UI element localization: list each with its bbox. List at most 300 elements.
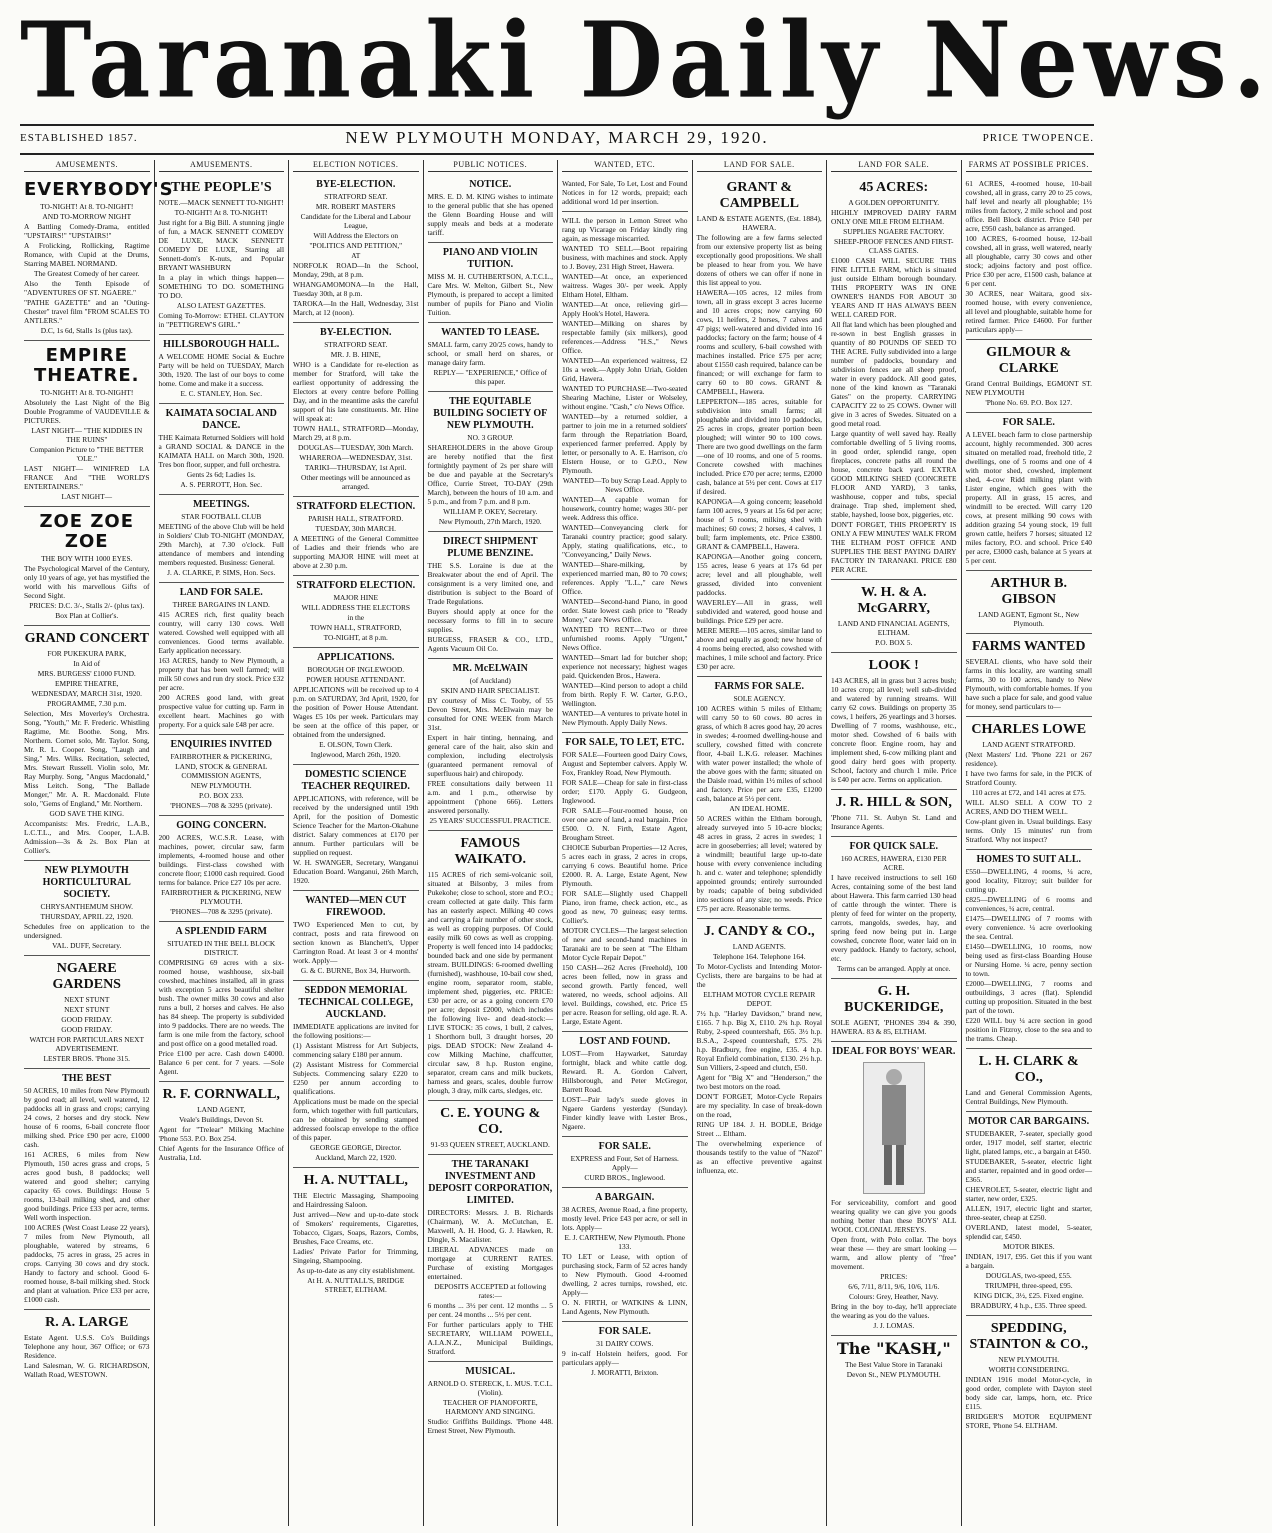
- block-text: £550—DWELLING, 4 rooms, ¼ acre, good locality, Fitzroy; suit builder for cutting up.: [965, 867, 1092, 894]
- block-text: Land and General Commission Agents, Central Buildings, New Plymouth.: [965, 1088, 1092, 1106]
- block-text: STRATFORD SEAT.: [324, 340, 388, 349]
- block-text: W. H. SWANGER, Secretary, Wanganui Education Board. Wanganui, 26th March, 1920.: [293, 858, 419, 885]
- advertisement-block: [831, 175, 957, 580]
- block-text: BRADBURY, 4 h.p., £35. Three speed.: [970, 1301, 1087, 1310]
- block-text: 6/6, 7/11, 8/11, 9/6, 10/6, 11/6.: [848, 1282, 940, 1291]
- block-text: The overwhelming experience of thousands testify to the value of "Nazol" as an effective preventive against influenza, etc.: [696, 1139, 822, 1175]
- block-text: PROGRAMME, 7.30 p.m.: [47, 699, 127, 708]
- advertisement-block: [562, 1188, 688, 1322]
- block-title: MOTOR CAR BARGAINS.: [968, 1116, 1090, 1127]
- advertisement-block: [428, 243, 554, 323]
- block-text: 38 ACRES, Avenue Road, a fine property, mostly level. Price £43 per acre, or sell in lots. Apply—: [562, 1205, 688, 1232]
- block-title: FARMS WANTED: [972, 639, 1086, 654]
- block-text: Candidate for the Liberal and Labour League,: [300, 212, 411, 230]
- block-text: SHEEP-PROOF FENCES AND FIRST-CLASS GATES.: [834, 237, 954, 255]
- block-text: LAND AGENTS.: [732, 942, 786, 951]
- block-text: £1000 CASH WILL SECURE THIS FINE LITTLE FARM, which is situated just outside Eltham borough boundary. THIS PROPERTY WAS IN ONE OWNER'S HANDS FOR ABOUT 30 YEARS AND IT HAS ALWAYS BEEN WELL CARED FOR.: [831, 256, 957, 319]
- block-text: 'PHONES—708 & 3295 (private).: [170, 801, 273, 810]
- block-text: FAIRBROTHER & PICKERING, NEW PLYMOUTH.: [161, 888, 282, 906]
- block-title: GILMOUR & CLARKE: [986, 345, 1072, 376]
- block-text: NEW PLYMOUTH.: [190, 781, 252, 790]
- block-text: 200 ACRES, W.C.S.R. Lease, with machines, power, circular saw, farm implements, 4-roomed house and other buildings. First-class cowshed with concrete floor; £1000 cash required. Good terms for balance. Price £27 10s per acre.: [158, 833, 284, 887]
- advertisement-block: [428, 831, 554, 1101]
- block-text: KAPONGA—Another going concern, 155 acres, lease 6 years at 17s 6d per acre; level and all ploughable, well grassed, divided into convenient paddocks.: [696, 552, 822, 597]
- block-title: IDEAL FOR BOYS' WEAR.: [832, 1046, 956, 1057]
- block-text: SHAREHOLDERS in the above Group are hereby notified that the first fortnightly payment of 2s per share will be due and payable at the Secretary's Office, Currie Street, TO-DAY (29th March), between the hours of 10 a.m. and 5 p.m., and from 7 p.m. and 8 p.m.: [427, 443, 553, 506]
- dateline: [20, 128, 1094, 152]
- block-text: MRS. E. D. M. KING wishes to intimate to the general public that she has opened the Glenn Boarding House and will supply meals and beds at a moderate tariff.: [427, 192, 553, 237]
- block-title: NEW PLYMOUTH HORTICULTURAL SOCIETY.: [42, 865, 131, 900]
- column-heading: AMUSEMENTS.: [159, 160, 285, 172]
- block-text: OVERLAND, latest model, 5-seater, splendid car, £450.: [965, 1223, 1092, 1241]
- block-text: WANTED TO RENT—Two or three unfurnished rooms. Apply "Urgent," News Office.: [562, 625, 688, 652]
- block-text: Auckland, March 22, 1920.: [315, 1153, 397, 1162]
- advertisement-block: [966, 413, 1093, 571]
- block-text: NOTE.—MACK SENNETT TO-NIGHT!: [158, 198, 284, 207]
- block-text: WORTH CONSIDERING.: [988, 1365, 1069, 1374]
- block-title: C. E. YOUNG & CO.: [440, 1106, 541, 1137]
- block-text: 9 in-calf Holstein heifers, good. For particulars apply—: [562, 1349, 688, 1367]
- block-text: KAPONGA—A going concern; leasehold farm 100 acres, 9 years at 15s 6d per acre; house of 5 rooms, milking shed with machines; 60 cows; 2 horses, 4 calves, 1 bull; farm implements, etc. Price £3800. GRANT & CAMPBELL, Hawera.: [696, 497, 822, 551]
- block-text: ALLEN, 1917, electric light and starter, three-seater, cheap at £250.: [965, 1204, 1092, 1222]
- block-text: J. MORATTI, Brixton.: [590, 1368, 659, 1377]
- block-text: DON'T FORGET, THIS PROPERTY IS ONLY A FEW MINUTES' WALK FROM THE ELTHAM POST OFFICE AND SUPPLIES THE BEST PAYING DAIRY FACTORY IN TARANAKI. PRICE £80 PER ACRE.: [831, 520, 957, 574]
- advertisement-block: [24, 1069, 150, 1310]
- block-text: Wanted, For Sale, To Let, Lost and Found Notices in for 12 words, prepaid; each additional word 1d per insertion.: [562, 179, 688, 206]
- block-text: TAROKA—In the Hall, Wednesday, 31st March, at 12 (noon).: [293, 299, 419, 317]
- advertisement-block: [24, 861, 150, 956]
- block-text: TO-NIGHT! At 8. TO-NIGHT!: [40, 388, 134, 397]
- advertisement-block: [697, 677, 823, 919]
- established-text: ESTABLISHED 1857.: [20, 132, 138, 144]
- block-title: H. A. NUTTALL,: [303, 1173, 408, 1188]
- block-text: COMPRISING 69 acres with a six-roomed house, washhouse, six-bail cowshed, machines installed, all in grass with exception 5 acres beautiful shelter bush. The owner milks 30 cows and also runs a bull, 2 horses and calves. He also has 84 sheep. The property is subdivided into 9 paddocks. There are no weeds. The farm is one mile from the factory, school and post office on a good metalled road.: [158, 958, 284, 1048]
- block-title: FOR SALE.: [1002, 417, 1055, 428]
- block-text: LAND, STOCK & GENERAL COMMISSION AGENTS,: [175, 762, 268, 780]
- block-text: "POLITICS AND PETITION,": [309, 241, 403, 250]
- block-text: INDIAN, 1917, £95. Get this if you want a bargain.: [965, 1252, 1092, 1270]
- advertisement-block: [159, 1082, 285, 1167]
- advertisement-block: [562, 1032, 688, 1137]
- advertisement-block: [428, 1155, 554, 1362]
- block-title: FOR SALE.: [598, 1141, 651, 1152]
- block-text: 100 ACRES, 6-roomed house, 12-bail cowshed, all in grass, well watered, nearly all ploughable, carry 30 cows and other stock; adjoins factory and post office. Price £30 per acre, £1500 cash, balance at 6 per cent.: [965, 234, 1092, 288]
- block-title: The "KASH,": [836, 1339, 951, 1358]
- block-text: LIBERAL ADVANCES made on mortgage at CURRENT RATES. Purchase of existing Mortgages entertained.: [427, 1245, 553, 1281]
- advertisement-block: [831, 837, 957, 979]
- block-text: Just arrived—New and up-to-date stock of Smokers' requirements, Cigarettes, Tobacco, Cigars, Soaps, Razors, Combs, Brushes, Face Creams, etc.: [293, 1210, 419, 1246]
- block-text: EXPRESS and Four, Set of Harness. Apply—: [570, 1154, 679, 1172]
- advertisement-block: [293, 175, 419, 323]
- block-text: Buyers should apply at once for the necessary forms to fill in to secure supplies.: [427, 607, 553, 634]
- block-text: RING UP 184. J. H. BODLE, Bridge Street ... Eltham.: [696, 1120, 822, 1138]
- block-text: WILL the person in Lemon Street who rang up Vicarage on Friday kindly ring again, as message miscarried.: [562, 216, 688, 243]
- column-heading: PUBLIC NOTICES.: [428, 160, 554, 172]
- advertisement-block: [562, 1137, 688, 1188]
- advertisement-block: [966, 1049, 1093, 1112]
- advertisement-block: [293, 891, 419, 981]
- block-text: Agent for "Trelear" Milking Machine 'Phone 553. P.O. Box 254.: [158, 1125, 284, 1143]
- block-text: £825—DWELLING of 6 rooms and conveniences, ¼ acre, central.: [965, 895, 1092, 913]
- block-text: The Psychological Marvel of the Century, only 10 years of age, yet has mystified the world with his marvellous Gifts of Second Sight.: [24, 564, 150, 600]
- block-text: Box Plan at Collier's.: [55, 611, 119, 620]
- block-title: LOST AND FOUND.: [579, 1036, 671, 1047]
- block-text: VAL. DUFF, Secretary.: [52, 941, 122, 950]
- block-text: 415 ACRES rich, first quality beach country, will carry 130 cows. Well watered. Cowshed well equipped with all conveniences. Good terms available. Early application necessary.: [158, 610, 284, 655]
- block-text: WANTED—Second-hand Piano, in good order. State lowest cash price to "Ready Money," care News Office.: [562, 597, 688, 624]
- block-title: THE PEOPLE'S: [170, 180, 272, 195]
- block-text: LAST NIGHT—: [61, 492, 113, 501]
- block-text: Agent for "Big X" and "Henderson," the two best motors on the road.: [696, 1073, 822, 1091]
- block-text: (1) Assistant Mistress for Art Subjects, commencing salary £180 per annum.: [293, 1041, 419, 1059]
- block-text: Cow-plant given in. Usual buildings. Easy terms. Only 15 minutes' run from Stratford. Why not inspect?: [965, 817, 1092, 844]
- block-text: I have received instructions to sell 160 Acres, containing some of the best land about Hawera. This farm carried 130 head of cattle through the winter. There is plenty of feed for winter on the property, carrots, mangolds, swedes, hay, and spring feed now being put in. Large cowshed, concrete floor, water laid on in every paddock. Handy to factory, school, etc.: [831, 873, 957, 963]
- advertisement-block: [428, 659, 554, 831]
- block-title: R. A. LARGE: [45, 1315, 129, 1330]
- block-title: FAMOUS WAIKATO.: [454, 836, 526, 867]
- block-text: AND TO-MORROW NIGHT: [42, 212, 132, 221]
- block-text: Grand Central Buildings, EGMONT ST. NEW PLYMOUTH: [965, 379, 1092, 397]
- advertisement-block: [966, 571, 1093, 634]
- publication-date: NEW PLYMOUTH MONDAY, MARCH 29, 1920.: [345, 128, 769, 147]
- block-text: MOTOR CYCLES—The largest selection of new and second-hand machines in Taranaki are to be seen at "The Eltham Motor Cycle Repair Depot.": [562, 926, 688, 962]
- advertisement-block: [159, 816, 285, 922]
- block-text: 30 ACRES, near Waitara, good six-roomed house, with every convenience, all level and ploughable, suitable home for retired farmer. Price £4600. For further particulars apply—: [965, 289, 1092, 334]
- block-text: 110 acres at £72, and 141 acres at £75.: [971, 788, 1086, 797]
- column-heading: FARMS AT POSSIBLE PRICES.: [966, 160, 1093, 172]
- column-2: [155, 160, 290, 1526]
- block-text: Ladies' Private Parlor for Trimming, Singeing, Shampooing.: [293, 1247, 419, 1265]
- block-text: WHO is a Candidate for re-election as member for Stratford, will take the earliest opportunity of addressing the Electors at every centre before Polling Day, and in the meantime asks the careful support of his late constituents. Mr. Hine will speak at:: [293, 360, 419, 423]
- advertisement-block: [293, 1168, 419, 1299]
- block-title: HOMES TO SUIT ALL.: [976, 854, 1081, 865]
- block-text: 100 ACRES within 5 miles of Eltham; will carry 50 to 60 cows. 80 acres in grass, of which 8 acres good hay, 20 acres in swedes; 4-roomed dwelling-house and scullery, cowshed fitted with concrete floor, 4-bail L.K.G. releaser. Machines with water power installed; the whole of the above goes with the farm; situated on the Daisle road, within 1½ miles of school and factory. Price per acre £35, £1200 cash, balance at 5½ per cent.: [696, 704, 822, 803]
- advertisement-block: [831, 1336, 957, 1384]
- advertisement-block: [562, 733, 688, 1032]
- block-text: (of Auckland): [469, 676, 511, 685]
- block-text: £1450—DWELLING, 10 rooms, now being used as first-class Boarding House or Nursing Home. ¼ acre, penny section to town.: [965, 942, 1092, 978]
- block-text: NEXT STUNT: [64, 1005, 110, 1014]
- block-text: 91-93 QUEEN STREET, AUCKLAND.: [430, 1140, 550, 1149]
- block-title: GRANT & CAMPBELL: [719, 180, 799, 211]
- block-text: A. S. PERROTT, Hon. Sec.: [180, 480, 263, 489]
- block-text: To Motor-Cyclists and Intending Motor-Cyclists, there are bargains to be had at the: [696, 962, 822, 989]
- block-text: DOUGLAS, two-speed, £55.: [985, 1271, 1072, 1280]
- block-text: Coming To-Morrow: ETHEL CLAYTON in "PETTIGREW'S GIRL.": [158, 311, 284, 329]
- block-text: LAST NIGHT— "THE KIDDIES IN THE RUINS": [31, 426, 143, 444]
- block-text: £1475—DWELLING of 7 rooms with every convenience. ¼ acre overlooking the sea. Central.: [965, 914, 1092, 941]
- block-title: APPLICATIONS.: [317, 652, 395, 663]
- block-text: APPLICATIONS will be received up to 4 p.m. on SATURDAY, 3rd April, 1920, for the position of Power House Attendant. Wages £5 10s per week. Particulars may be seen at the office of this paper, or obtained from the undersigned.: [293, 685, 419, 739]
- block-text: "PATHE GAZETTE" and an "Outing-Chester" travel film "FROM SCALES TO ANTLERS.": [24, 298, 150, 325]
- block-text: 50 ACRES within the Eltham borough, already surveyed into 5 10-acre blocks; 48 acres in grass, 2 acres in swedes; 1 acre in gooseberries; all level; watered by a windmill; beautiful large up-to-date house with every convenience including h. and c. water and telephone; splendidly appointed grounds; entirely surrounded by roads; capable of being subdivided into sections of any size; no weeds. Price £75 per acre. Reasonable terms.: [696, 814, 822, 913]
- block-title: THE EQUITABLE BUILDING SOCIETY OF NEW PLYMOUTH.: [433, 396, 548, 431]
- block-text: ELTHAM MOTOR CYCLE REPAIR DEPOT.: [703, 990, 816, 1008]
- block-title: WANTED TO LEASE.: [441, 327, 540, 338]
- block-text: A WELCOME HOME Social & Euchre Party will be held on TUESDAY, March 30th, 1920. The last of our boys to come home. Come and make it a success.: [158, 352, 284, 388]
- block-text: MAJOR HINE: [333, 593, 379, 602]
- block-text: Will Address the Electors on: [313, 231, 399, 240]
- column-1: [20, 160, 174, 1526]
- block-text: TO LET or Lease, with option of purchasing stock, Farm of 52 acres handy to New Plymouth. Good 4-roomed dwelling, 2 acres turnips, rowshed, etc. Apply—: [562, 1252, 688, 1297]
- block-text: STUDEBAKER, 7-seater, specially good order, 1917 model, self starter, electric light, plated lamps, etc., a bargain at £450.: [965, 1129, 1092, 1156]
- block-text: GOD SAVE THE KING.: [49, 809, 124, 818]
- block-text: NORFOLK ROAD—In the School, Monday, 29th, at 8 p.m.: [293, 261, 419, 279]
- advertisement-block: [966, 634, 1093, 717]
- block-text: TO-NIGHT, at 8 p.m.: [323, 633, 388, 642]
- block-text: WANTED—To buy Scrap Lead. Apply to News Office.: [562, 476, 687, 494]
- block-text: Land Salesman, W. G. RICHARDSON, Wallath Road, WESTOWN.: [24, 1361, 150, 1379]
- block-text: FOR SALE—Cheap for sale in first-class order; £170. Apply G. Gudgeon, Inglewood.: [562, 778, 688, 805]
- block-text: WATCH FOR PARTICULARS NEXT ADVERTISEMENT.: [29, 1035, 144, 1053]
- advertisement-block: [831, 580, 957, 653]
- advertisement-block: [428, 1362, 554, 1440]
- block-title: STRATFORD ELECTION.: [296, 501, 416, 512]
- block-text: 150 CASH—262 Acres (Freehold), 100 acres been felled, now in grass and second growth. Partly fenced, well watered, no weeds, school adjoins. All level. Buildings, cowshed, etc. Price £5 per acre. Reason for selling, old age. R. A. Large, Estate Agent.: [562, 963, 688, 1026]
- block-title: FOR SALE.: [598, 1326, 651, 1337]
- advertisement-block: [562, 1322, 688, 1382]
- block-text: THE BOY WITH 1000 EYES.: [41, 554, 133, 563]
- block-text: 61 ACRES, 4-roomed house, 10-bail cowshed, all in grass, carry 20 to 25 cows, half level and nearly all ploughable; 1½ miles from factory, 2 mile school and post office. Bell Block district. Price £40 per acre, £950 cash, balance as arranged.: [965, 179, 1092, 233]
- block-text: LAND & ESTATE AGENTS, (Est. 1884), HAWERA.: [696, 214, 822, 232]
- block-text: New Plymouth, 27th March, 1920.: [438, 517, 542, 526]
- block-title: DOMESTIC SCIENCE TEACHER REQUIRED.: [301, 769, 410, 792]
- block-title: WANTED—MEN CUT FIREWOOD.: [305, 895, 407, 918]
- block-text: FOR SALE—Four-roomed house, on over one acre of land, a real bargain. Price £500. O. N. Firth, Estate Agent, Brougham Street.: [562, 806, 688, 842]
- block-text: MRS. BURGESS' £1000 FUND.: [37, 669, 136, 678]
- block-text: LAND AGENT, Egmont St., New Plymouth.: [978, 610, 1080, 628]
- block-text: 'Phone No. 69. P.O. Box 127.: [985, 398, 1073, 407]
- block-text: A Battling Comedy-Drama, entitled "UPSTAIRS!" "UPSTAIRS!": [24, 222, 150, 240]
- block-title: 45 ACRES:: [859, 180, 929, 195]
- block-title: A SPLENDID FARM: [175, 926, 267, 937]
- block-text: LAND AGENT,: [197, 1105, 246, 1114]
- block-text: WANTED—by a returned soldier, a partner to join me in a returned soldiers' farm through the Repatriation Board, experienced farmer preferred. Apply by letter, or personally to A. E. Harrison, c/o Elstern House, or to G.P.O., New Plymouth.: [562, 412, 688, 475]
- block-title: J. CANDY & CO.,: [703, 924, 815, 939]
- block-text: At H. A. NUTTALL'S, BRIDGE STREET, ELTHAM.: [307, 1276, 405, 1294]
- block-text: P.O. BOX 233.: [198, 791, 244, 800]
- block-title: KAIMATA SOCIAL AND DANCE.: [165, 408, 277, 431]
- block-text: 50 ACRES, 10 miles from New Plymouth by good road; all level, well watered, 12 paddocks all in grass and crops; carrying 24 cows, 2 horses and dry stock. New house of 6 rooms, 6-bail concrete floor milking shed. Price £90 per acre, £1000 cash.: [24, 1086, 150, 1149]
- block-text: DEPOSITS ACCEPTED at following rates:—: [434, 1282, 547, 1300]
- block-text: WILL ALSO SELL A COW TO 2 ACRES, AND DO THEM WELL.: [965, 798, 1092, 816]
- block-text: WILL ADDRESS THE ELECTORS: [301, 603, 410, 612]
- block-text: TO-NIGHT! At 8. TO-NIGHT!: [40, 202, 134, 211]
- advertisement-block: [24, 626, 150, 861]
- column-heading: AMUSEMENTS.: [24, 160, 150, 172]
- block-text: 200 ACRES good land, with great prospective value for cutting up. Farm in excellent heart. Machines go with property. For a quick sale £48 per acre.: [158, 693, 284, 729]
- block-text: ALSO LATEST GAZETTES.: [176, 301, 266, 310]
- block-title: A BARGAIN.: [595, 1192, 655, 1203]
- block-text: Also the Tenth Episode of "ADVENTURES OF ST. NGAERE.": [24, 279, 150, 297]
- block-text: All flat land which has been ploughed and re-sown in best English grasses in quantity of 80 POUNDS OF SEED TO THE ACRE. Fully subdivided into a large number of paddocks, boundary and subdivision fences are all sheep proof, water in every paddock. All good gates, none of the kind known as "Taranaki Gates" on the property. CARRYING CAPACITY 22 to 25 COWS. Owner will give in 3 acres of Swedes. Situated on a good metal road.: [831, 320, 957, 428]
- block-text: PRICES:: [880, 1272, 908, 1281]
- block-text: Selection, Mrs Moverley's Orchestra. Song, "Youth," Mr. F. Frederic. Whistling Ragtime, Mr. Boothe. Song, Mrs. Northern. Cornet solo, Mr. Taylor. Song, Mr. R. L. Cooper. Song, "Laugh and Sing," Mrs. Wilks. Recitation, selected, Mrs. Stewart Russell. Violin solo, Mr. Ray Murphy. Song, "Angus Macdonald," Miss Leitch. Song, "The Ballade Monger," Mr. A. R. Macdonald. Flute solo, "Gems of England," Mr. Northern.: [24, 709, 150, 808]
- block-text: FOR SALE—Fourteen good Dairy Cows, August and September calvers. Apply W. Fox, Frankley Road, New Plymouth.: [562, 750, 688, 777]
- block-text: FREE consultations daily between 11 a.m. and 1 p.m., otherwise by appointment ('phone 666). Letters answered personally.: [427, 779, 553, 815]
- block-title: J. R. HILL & SON,: [835, 795, 952, 810]
- column-5: [558, 160, 693, 1526]
- block-text: WANTED—Conveyancing clerk for Taranaki country practice; good salary. Apply, stating qualifications, etc., to "Conveyancing," Daily News.: [562, 523, 688, 559]
- block-text: STUDEBAKER, 5-seater, electric light and starter, repainted and in good order—£365.: [965, 1157, 1092, 1184]
- block-text: 7½ h.p. "Harley Davidson," brand new, £165. 7 h.p. Big X, £110. 2¾ h.p. Royal Ruby, 2-speed countershaft, £65. 3½ h.p. B.S.A., 2-speed countershaft, £75. 2¾ h.p. Bradbury, free engine, £35. 4 h.p. Royal Enfield combination, £130. 2½ h.p. Sun Villiers, 2-speed and clutch, £50.: [696, 1009, 822, 1072]
- block-text: THE Kaimata Returned Soldiers will hold a GRAND SOCIAL & DANCE in the KAIMATA HALL on March 30th, 1920. Tres bon floor, supper, and full orchestra.: [158, 433, 284, 469]
- advertisement-block: [428, 175, 554, 243]
- block-text: CHOICE Suburban Properties—12 Acres, 5 acres each in grass, 2 acres in crops, carrying 6 cows. Beautiful home. Price £2000. R. A. Large, Estate Agent, New Plymouth.: [562, 843, 688, 888]
- block-title: STRATFORD ELECTION.: [296, 580, 416, 591]
- block-title: MEETINGS.: [193, 499, 250, 510]
- block-title: FARMS FOR SALE.: [714, 681, 805, 692]
- block-text: WANTED—Milking on shares by respectable family (six milkers), good references.—Address "H.S.," News Office.: [562, 319, 688, 355]
- block-title: MUSICAL.: [465, 1366, 516, 1377]
- block-text: Accompanists: Mrs. Fredric, L.A.B., L.C.T.L., and Mrs. Cooper, L.A.B. Admission—3s & 2s. Box Plan at Collier's.: [24, 819, 150, 855]
- block-text: In a play in which things happen—SOMETHING TO DO. SOMETHING TO DO.: [158, 273, 284, 300]
- advertisement-block: [562, 175, 688, 212]
- block-title: FOR QUICK SALE.: [849, 841, 939, 852]
- block-text: SOLE AGENCY.: [733, 694, 786, 703]
- block-text: TUESDAY, 30th MARCH.: [315, 524, 396, 533]
- block-text: Companion Picture to "THE BETTER 'OLE.": [29, 445, 144, 463]
- advertisement-block: [428, 392, 554, 532]
- block-text: 100 ACRES (West Coast Lease 22 years), 7 miles from New Plymouth, all ploughable, watered by streams, 6 paddocks, 75 acres in grass, 25 acres in crops. Carrying 30 cows and dry stock. Handy to factory and school. Good 6-roomed house, 8-bail milking shed. Stock and plant at valuation. Price £33 per acre, £1000 cash.: [24, 1223, 150, 1304]
- advertisement-block: [159, 735, 285, 816]
- block-text: Devon St., NEW PLYMOUTH.: [846, 1370, 941, 1379]
- block-text: THE Electric Massaging, Shampooing and Hairdressing Saloon.: [293, 1191, 419, 1209]
- advertisement-block: [966, 717, 1093, 850]
- block-text: Gents 2s 6d; Ladies 1s.: [186, 470, 256, 479]
- block-title: GOING CONCERN.: [176, 820, 267, 831]
- block-text: 6 months ... 3½ per cent. 12 months ... 5 per cent. 24 months ... 5½ per cent.: [427, 1301, 553, 1319]
- block-text: BY courtesy of Miss C. Tooby, of 55 Devon Street, Mrs. McElwain may be consulted for ONE WEEK from March 31st.: [427, 696, 553, 732]
- block-text: MR. ROBERT MASTERS: [315, 202, 396, 211]
- advertisement-block: [159, 404, 285, 495]
- block-title: CHARLES LOWE: [971, 722, 1087, 737]
- block-text: TOWN HALL, STRATFORD,: [310, 623, 402, 632]
- block-text: BURGESS, FRASER & CO., LTD., Agents Vacuum Oil Co.: [427, 635, 553, 653]
- block-text: NEW PLYMOUTH.: [998, 1355, 1060, 1364]
- block-text: GOOD FRIDAY.: [61, 1025, 113, 1034]
- advertisement-block: [831, 653, 957, 790]
- block-text: THURSDAY, APRIL 22, 1920.: [40, 912, 134, 921]
- block-text: MISS M. H. CUTHBERTSON, A.T.C.L., Care Mrs. W. Melton, Gilbert St., New Plymouth, is prepared to accept a limited number of pupils for Piano and Violin Tuition.: [427, 272, 553, 317]
- advertisement-block: [24, 507, 150, 626]
- block-text: THREE BARGAINS IN LAND.: [172, 600, 270, 609]
- block-text: E. J. CARTHEW, New Plymouth. Phone 133.: [564, 1233, 686, 1251]
- block-text: Inglewood, March 26th, 1920.: [310, 750, 401, 759]
- block-title: ENQUIRIES INVITED: [170, 739, 272, 750]
- block-text: Applications must be made on the special form, which together with full particulars, can be obtained by sending stamped addressed foolscap envelope to the office of this paper.: [293, 1097, 419, 1142]
- block-title: DIRECT SHIPMENT PLUME BENZINE.: [442, 536, 538, 559]
- block-title: ZOE ZOE ZOE: [39, 511, 135, 552]
- block-title: GRAND CONCERT: [24, 631, 149, 646]
- block-title: EMPIRE THEATRE.: [34, 345, 140, 386]
- block-text: ARNOLD O. STERECK, L. MUS. T.C.L. (Violin).: [427, 1379, 553, 1397]
- block-title: W. H. & A. McGARRY,: [857, 585, 930, 616]
- block-text: HAWERA—105 acres, 12 miles from town, all in grass except 3 acres lucerne and 10 acres crops; now carrying 60 cows, 11 heifers, 2 horses, 7 calves and 47 pigs; well-watered and divided into 16 paddocks; factory on the farm; house of 4 rooms and scullery, 6-bail cowshed with machines installed. Price £75 per acre; about £1550 cash required, balance can be financed; or will exchange for farm to carry 60 to 80 cows. GRANT & CAMPBELL, Hawera.: [696, 288, 822, 396]
- block-text: WANTED—A capable woman for housework, country home; wages 30/- per week. Address this office.: [562, 495, 688, 522]
- block-text: WANTED—At once, relieving girl—Apply Hook's Hotel, Hawera.: [562, 300, 688, 318]
- block-text: MR. J. B. HINE,: [330, 350, 381, 359]
- block-text: LEPPERTON—185 acres, suitable for subdivision into small farms; all ploughable and divided into 10 paddocks, 25 acres in crops, greater portion been ploughed; will winter 90 to 100 cows. There are two good dwellings on the farm—one of 10 rooms, and one of 5 rooms. Concrete cowshed with machines included. Price £70 per acre; terms, £2000 cash, balance at 5½ per cent. Cows at £17 if desired.: [696, 397, 822, 496]
- block-title: SPEDDING, STAINTON & CO.,: [969, 1321, 1088, 1352]
- block-text: The following are a few farms selected from our extensive property list as being exceptionally good propositions. We shall be pleased to hear from you. We have dozens of others we can offer if none in this list appeal to you.: [696, 233, 822, 287]
- column-heading: LAND FOR SALE.: [831, 160, 957, 172]
- block-text: THE S.S. Loraine is due at the Breakwater about the end of April. The consignment is a very limited one, and distribution is subject to the Board of Trade Regulations.: [427, 561, 553, 606]
- boy-jersey-illustration: [863, 1062, 925, 1194]
- block-text: WHAREROA—WEDNESDAY, 31st.: [299, 453, 413, 462]
- block-text: 161 ACRES, 6 miles from New Plymouth, 150 acres grass and crops, 5 acres good bush, 8 paddocks; well watered and good shelter; carrying capacity 65 cows. Buildings: House 5 rooms, 13-bail milking shed, and other good buildings. Price £33 per acre, terms. Well worth inspection.: [24, 1150, 150, 1222]
- column-3: [289, 160, 424, 1526]
- block-text: (Next Masters' Ltd. 'Phone 221 or 267 residence).: [965, 750, 1092, 768]
- advertisement-block: [293, 648, 419, 765]
- block-title: G. H. BUCKERIDGE,: [844, 984, 944, 1015]
- block-text: 'PHONES—708 & 3295 (private).: [170, 907, 273, 916]
- block-text: Price £100 per acre. Cash down £4000. Balance 6 per cent. for 7 years. —Sole Agent.: [158, 1049, 284, 1076]
- advertisement-block: [293, 497, 419, 576]
- block-text: The Greatest Comedy of her career.: [34, 269, 140, 278]
- block-text: As up-to-date as any city establishment.: [296, 1266, 415, 1275]
- block-text: Telephone 164. Telephone 164.: [712, 952, 806, 961]
- block-title: THE BEST: [62, 1073, 112, 1084]
- block-text: MOTOR BIKES.: [1002, 1242, 1055, 1251]
- advertisement-block: [293, 576, 419, 648]
- masthead: [0, 0, 1272, 125]
- block-text: SKIN AND HAIR SPECIALIST.: [440, 686, 540, 695]
- block-text: LESTER BROS. 'Phone 315.: [43, 1054, 131, 1063]
- block-text: 25 YEARS' SUCCESSFUL PRACTICE.: [429, 816, 552, 825]
- advertisement-block: [293, 323, 419, 497]
- block-text: £2000—DWELLING, 7 rooms and outbuildings, 3 acres (flat). Splendid cutting up proposition. Situated in the best part of the town.: [965, 979, 1092, 1015]
- block-text: TRIUMPH, three-speed, £95.: [984, 1281, 1073, 1290]
- column-heading: ELECTION NOTICES.: [293, 160, 419, 172]
- advertisement-block: [428, 532, 554, 659]
- block-text: WANTED—Smart lad for butcher shop; experience not necessary; highest wages paid. Quickenden Bros., Hawera.: [562, 653, 688, 680]
- block-text: DON'T FORGET, Motor-Cycle Repairs are my speciality. In case of break-down on the road,: [696, 1092, 822, 1119]
- block-title: ARTHUR B. GIBSON: [990, 576, 1067, 607]
- block-text: TEACHER OF PIANOFORTE, HARMONY AND SINGING.: [442, 1398, 538, 1416]
- block-text: D.C, 1s 6d, Stalls 1s (plus tax).: [40, 326, 133, 335]
- block-text: KING DICK, 3½, £25. Fixed engine.: [973, 1291, 1084, 1300]
- block-text: Just right for a Big Bill. A stunning jingle of fun, a MACK SENNETT COMEDY DE LUXE, MACK SENNETT COMEDY DE LUXE, Starring all Sennett-dom's K-nuts, and Popular BRYANT WASHBURN: [158, 218, 284, 272]
- advertisement-block: [697, 175, 823, 677]
- advertisement-block: [159, 495, 285, 583]
- block-text: Expert in hair tinting, hennaing, and general care of the hair, also skin and complexion, including electrolysis (guaranteed permanent removal of superfluous hair) and chiropody.: [427, 733, 553, 778]
- block-text: 31 DAIRY COWS.: [596, 1339, 654, 1348]
- advertisement-block: [966, 850, 1093, 1049]
- block-text: CHEVROLET, 5-seater, electric light and starter, new order, £325.: [965, 1185, 1092, 1203]
- advertisement-block: [24, 1310, 150, 1384]
- block-text: PARISH HALL, STRATFORD.: [308, 514, 404, 523]
- block-text: WAVERLEY—All in grass, well subdivided and watered, good house and buildings. Price £29 per acre.: [696, 598, 822, 625]
- block-text: FAIRBROTHER & PICKERING,: [170, 752, 272, 761]
- block-text: 'Phone 711. St. Aubyn St. Land and Insurance Agents.: [831, 813, 957, 831]
- block-title: L. H. CLARK & CO.,: [978, 1054, 1079, 1085]
- block-text: 115 ACRES of rich semi-volcanic soil, situated at Bilsonby, 3 miles from Pukekohe; close to school, store and P.O.; cream collected at gate daily. This farm has an easterly aspect. Milking 40 cows and carrying a fair number of other stock, as well as cropping purposes. Of Could easily milk 60 cows as well as cropping. Property is well fenced into 14 paddocks; bounded back and one side by permanent stream. BUILDINGS: 6-roomed dwelling (furnished), washhouse, 10-bail cow shed, engine room, separator room, stable, implement shed, piggeries, etc. PRICE: £30 per acre, or as a going concern £70 per acre; deposit £2000, which includes the following live- and dead-stock:—LIVE STOCK: 35 cows, 1 bull, 2 calves, 1 Shorthorn bull, 3 draught horses, 20 pigs. DEAD STOCK: New Zealand 4-cow Milking Machine, chaffcutter, circular saw, 8 h.p. Ruston engine, separator, cream cans and milk buckets, harness and gears, scales, double furrow plough, 3 dray, milk carts, sledges, etc.: [427, 870, 553, 1095]
- block-text: TWO Experienced Men to cut, by contract, posts and rata firewood on section known as Blanchett's, Upper Carrington Road. At least 3 or 4 months' work. Apply—: [293, 920, 419, 965]
- block-text: Open front, with Polo collar. The boys wear these — they are smart looking — warm, and allow plenty of "free" movement.: [831, 1235, 957, 1271]
- block-text: FOR PUKEKURA PARK,: [47, 649, 127, 658]
- block-text: LAND AGENT STRATFORD.: [982, 740, 1076, 749]
- block-title: BY-ELECTION.: [319, 327, 392, 338]
- advertisement-block: [562, 212, 688, 733]
- block-text: EMPIRE THEATRE,: [54, 679, 119, 688]
- block-text: LOST—From Haywarket, Saturday fortnight, black and white cattle dog. Reward. R. A. Gordon Calvert, Hillsborough, and Peter McGregor, Barrett Road.: [562, 1049, 688, 1094]
- block-text: P.O. BOX 5.: [875, 638, 913, 647]
- advertisement-block: [293, 981, 419, 1168]
- block-text: WILLIAM P. OKEY, Secretary.: [443, 507, 538, 516]
- block-text: TO-NIGHT! At 8. TO-NIGHT!: [174, 208, 268, 217]
- block-text: SOLE AGENT, 'PHONES 394 & 390, HAWERA. 83 & 85, ELTHAM.: [831, 1018, 957, 1036]
